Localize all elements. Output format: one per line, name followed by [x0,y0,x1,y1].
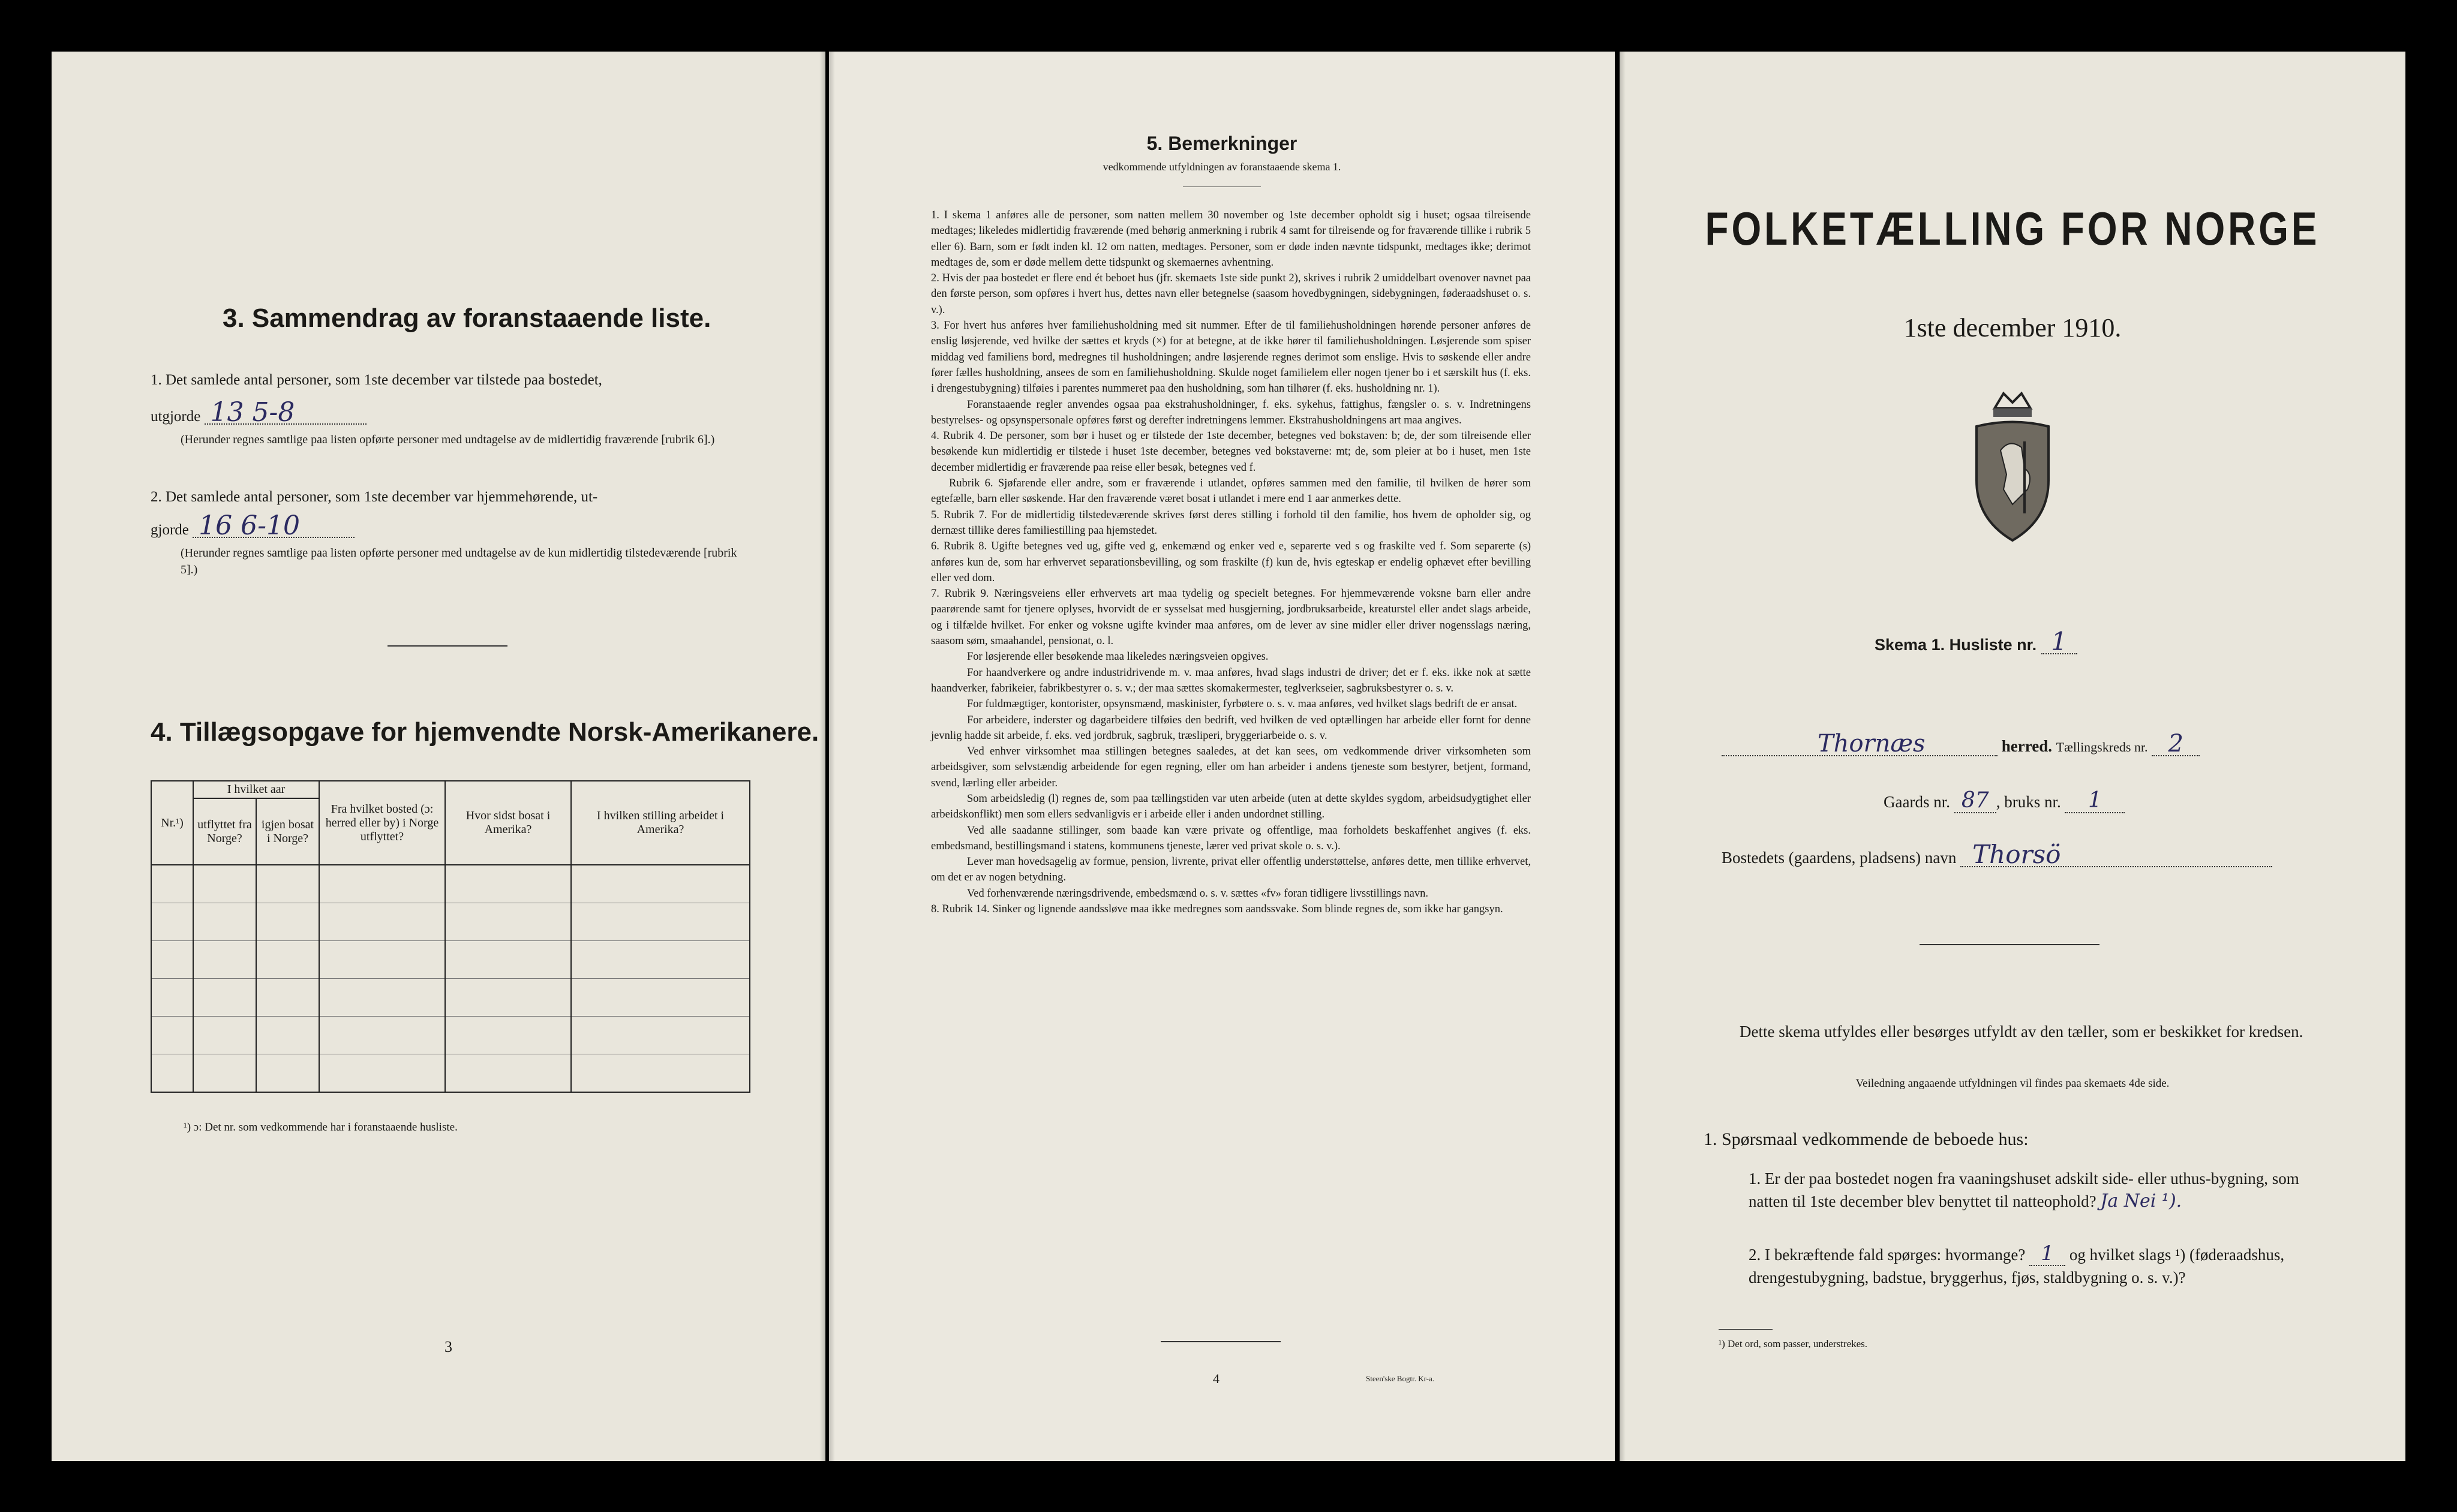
remarks-heading: 5. Bemerkninger [1146,133,1297,154]
kreds-number-handwritten: 2 [2152,732,2200,756]
herred-handwritten: Thornæs [1722,732,1998,756]
remark-paragraph: For løsjerende eller besøkende maa likeledes næringsveien opgives. [967,651,1269,663]
remark-paragraph: Lever man hovedsagelig av formue, pension, livrente, privat eller offentlig understøttelse, anføres dette, men tillike erhvervet, om det er av nogen betydning. [931,856,1531,884]
table-row [151,903,750,941]
gaards-number-handwritten: 87 [1954,789,1996,813]
page-footnote: ¹) Det ord, som passer, understrekes. [1719,1338,1868,1349]
table-row [151,1017,750,1054]
question-2-text-a: 2. I bekræftende fald spørges: hvormange? [1749,1246,2026,1264]
summary-item-2 [151,486,750,578]
divider [388,645,507,647]
col-utflyttet: utflyttet fra Norge? [193,798,256,865]
divider [1161,1341,1281,1342]
summary-item-1 [151,369,750,448]
question-2-text-b: og hvilket slags ¹) (føderaadshus, drengestubygning, badstue, bryggerhus, fjøs, staldbygning o. s. v.)? [1749,1246,2285,1286]
gaards-line [1884,789,2125,813]
col-stilling: I hvilken stilling arbeidet i Amerika? [571,781,750,865]
col-group-year: I hvilket aar [193,781,319,798]
summary-item-1-handwritten: 13 5-8 [205,402,367,425]
remarks-subheading: vedkommende utfyldningen av foranstaaende skema 1. [1103,161,1341,173]
question-1-answer: Ja Nei ¹). [2100,1191,2182,1212]
page-fold-shadow [1620,52,1626,1461]
bosted-label: Bostedets (gaardens, pladsens) navn [1722,849,1957,867]
table-footnote: ¹) ɔ: Det nr. som vedkommende har i foranstaaende husliste. [184,1121,458,1134]
remark-paragraph: Foranstaaende regler anvendes ogsaa paa ekstrahusholdninger, f. eks. sykehus, fattighus, fængsler o. s. v. Indretningens bestyrelses- og opsynspersonale opføres først og derefter indretningens lemmer. Ekstrahusholdningens art maa angives. [931,398,1531,426]
remark-paragraph: For fuldmægtiger, kontorister, opsynsmænd, maskinister, fyrbøtere o. s. v. maa anføres, ved hvilket slags bedrift de er ansat. [967,698,1518,711]
summary-item-1-prefix: utgjorde [151,408,201,425]
section4-heading: 4. Tillægsopgave for hjemvendte Norsk-Amerikanere. [151,717,819,747]
col-nr: Nr.¹) [151,781,193,865]
questions-heading: 1. Spørsmaal vedkommende de beboede hus: [1704,1129,2029,1149]
schema-line [1875,627,2077,656]
remark-paragraph: 3. For hvert hus anføres hver familiehusholdning med sit nummer. Efter de til familiehusholdningen hørende personer anføres de enslig løsjerende, ved hvilke der sættes et kryds (×) for at betegne, at de ikke hører til familiehusholdningen. Løsjerende som spiser middag ved familiens bord, medregnes til husholdningen; andre løsjerende regnes derimot som enslige. Hvis to søskende eller andre fører fælles husholdning, ansees de som en familiehusholdning. Skulde noget familielem eller nogen tjener bo i et særskilt hus (f. eks. i drengestubygning) tilføies i parentes nummeret paa den husholdning, som han tilhører (f. eks. husholdning nr. 1). [931,320,1531,395]
summary-item-1-note: (Herunder regnes samtlige paa listen opførte personer med undtagelse av de midlertidig fraværende [rubrik 6].) [181,433,715,446]
divider [1719,1329,1773,1330]
summary-item-2-prefix: gjorde [151,522,189,538]
bruks-label: , bruks nr. [1996,793,2061,811]
remark-paragraph: 8. Rubrik 14. Sinker og lignende aandssløve maa ikke medregnes som aandssvake. Som blinde regnes de, som ikke har gangsyn. [931,903,1503,916]
remark-paragraph: 2. Hvis der paa bostedet er flere end ét beboet hus (jfr. skemaets 1ste side punkt 2), skrives i rubrik 2 umiddelbart ovenover navnet paa den første person, som opføres i hvert hus, dettes navn eller betegnelse (saasom hovedbygningen, sidebygningen, føderaadshuset o. s. v.). [931,272,1531,316]
schema-label: Skema 1. Husliste nr. [1875,636,2037,654]
table-row [151,941,750,979]
page-left [52,52,825,1461]
remark-paragraph: 1. I skema 1 anføres alle de personer, som natten mellem 30 november og 1ste december opholdt sig i huset; ogsaa tilreisende medtages; likeledes midlertidig fraværende (med behørig anmerkning i rubrik 4 samt for tilreisende og for fraværende tillike i rubrik 5 eller 6). Barn, som er født inden kl. 12 om natten, medtages. Personer, som er døde inden nævnte tidspunkt, medtages ikke; derimot medtages de, som er døde mellem dette tidspunkt og skemaernes avhentning. [931,209,1531,269]
divider [1920,944,2099,945]
col-fra-bosted: Fra hvilket bosted (ɔ: herred eller by) i Norge utflyttet? [319,781,445,865]
summary-item-2-note: (Herunder regnes samtlige paa listen opførte personer med undtagelse av de kun midlertidig tilstedeværende [rubrik 5].) [181,546,737,576]
table-row [151,865,750,903]
remark-paragraph: 6. Rubrik 8. Ugifte betegnes ved ug, gifte ved g, enkemænd og enker ved e, separerte ved s og fraskilte ved f. Som separerte (s) anføres kun de, som har erhvervet separationsbevilling, og som fraskilte (f) kun de, hvis egteskap er endelig ophævet efter bevilling eller ved dom. [931,540,1531,584]
norway-coat-of-arms-icon [1953,384,2072,546]
summary-item-2-text: 2. Det samlede antal personer, som 1ste december var hjemmehørende, ut- [151,489,598,505]
form-title: FOLKETÆLLING FOR NORGE [1705,202,2320,255]
remark-paragraph: 4. Rubrik 4. De personer, som bør i huset og er tilstede der 1ste december, betegnes ved bokstaven: b; de, der som tilreisende eller besøkende kun midlertidig er tilstede i huset 1ste december, betegnes ved bokstaverne: mt; de, som pleier at bo i huset, men 1ste december midlertidig er fraværende paa reise eller besøk, betegnes ved f. [931,430,1531,474]
veiledning-text: Veiledning angaaende utfyldningen vil findes paa skemaets 4de side. [1855,1077,2170,1090]
remark-paragraph: For haandverkere og andre industridrivende m. v. maa anføres, hvad slags industri de driver; det er f. eks. ikke nok at sætte haandverker, fabrikeier, fabrikbestyrer o. s. v.; der maa sættes skomakermester, teglverkseier, sagbruksbestyrer o. s. v. [931,666,1531,695]
bosted-name-handwritten: Thorsö [1960,843,2272,867]
page-fold-shadow [819,52,825,1461]
remark-paragraph: 5. Rubrik 7. For de midlertidig tilstedeværende skrives først deres stilling i forhold til den familie, hos hvem de opholder sig, og dernæst tillike deres familiestilling paa hjemstedet. [931,509,1531,537]
col-hvor-bosat: Hvor sidst bosat i Amerika? [445,781,571,865]
form-date: 1ste december 1910. [1903,313,2122,342]
remark-paragraph: Ved forhenværende næringsdrivende, embedsmænd o. s. v. sættes «fv» foran tidligere livsstillings navn. [967,887,1429,900]
summary-item-2-handwritten: 16 6-10 [193,515,355,538]
bruks-number-handwritten: 1 [2065,789,2125,813]
page-number: 4 [1213,1371,1220,1386]
remark-paragraph: 7. Rubrik 9. Næringsveiens eller erhvervets art maa tydelig og specielt betegnes. For hjemmeværende voksne barn eller andre paarørende samt for tjenere oplyses, hvorvidt de er sysselsat med husgjerning, jordbruksarbeide, kreaturstel eller andet slags arbeide, og i tilfælde hvilket. For enker og voksne ugifte kvinder maa anføres, om de lever av sine midler eller driver nogensslags næring, saasom søm, smaahandel, pensionat, o. l. [931,588,1531,648]
remarks-body [931,208,1531,917]
kreds-label: Tællingskreds nr. [2056,740,2148,755]
remark-paragraph: Ved enhver virksomhet maa stillingen betegnes saaledes, at det kan sees, om vedkommende driver virksomheten som arbeidsgiver, som selvstændig arbeidende for egen regning, eller om han arbeider i andens tjeneste som bestyrer, betjent, formand, svend, lærling eller arbeider. [931,746,1531,789]
herred-line [1722,732,2381,759]
gaards-label: Gaards nr. [1884,793,1950,811]
question-1-text: 1. Er der paa bostedet nogen fra vaaningshuset adskilt side- eller uthus-bygning, som natten til 1ste december blev benyttet til natteophold? [1749,1170,2299,1210]
husliste-number-handwritten: 1 [2041,630,2077,654]
remark-paragraph: Rubrik 6. Sjøfarende eller andre, som er fraværende i utlandet, opføres sammen med den familie, til hvilken de hører som egtefælle, barn eller søskende. Har den fraværende været bosat i utlandet i mere end 1 aar anmerkes dette. [931,477,1531,506]
table-row [151,979,750,1017]
remark-paragraph: For arbeidere, inderster og dagarbeidere tilføies den bedrift, ved hvilken de ved optællingen har arbeide eller fornt for denne jevnlig hadde sit arbeide, f. eks. ved jordbruk, sagbruk, træsliperi, bryggeriarbeide o. s. v. [931,714,1531,742]
summary-item-1-text: 1. Det samlede antal personer, som 1ste december var tilstede paa bostedet, [151,372,602,388]
page-number: 3 [444,1338,452,1355]
section3-heading: 3. Sammendrag av foranstaaende liste. [223,303,711,333]
norsk-amerikanere-table [151,780,750,1093]
bosted-line [1722,840,2272,869]
col-igjen-bosat: igjen bosat i Norge? [256,798,319,865]
page-right [1620,52,2405,1461]
herred-label: herred. [2001,737,2052,755]
question-2 [1749,1242,2330,1289]
printer-imprint: Steen'ske Bogtr. Kr-a. [1366,1374,1435,1383]
table-row [151,1054,750,1093]
question-1 [1749,1167,2330,1213]
instruction-text: Dette skema utfyldes eller besørges utfyldt av den tæller, som er beskikket for kredsen. [1740,1023,2303,1041]
remark-paragraph: Ved alle saadanne stillinger, som baade kan være private og offentlige, maa forholdets beskaffenhet angives (f. eks. embedsmand, bestillingsmand i statens, kommunens tjeneste, lærer ved privat skole o. s. v.). [931,824,1531,852]
page-middle [829,52,1615,1461]
remark-paragraph: Som arbeidsledig (l) regnes de, som paa tællingstiden var uten arbeide (uten at dette skyldes sygdom, arbeidsudygtighet eller arbeidskonflikt) men som ellers sedvanligvis er i arbeide eller i anden undordnet stilling. [931,792,1531,821]
page-fold-shadow [829,52,835,1461]
question-2-count-handwritten: 1 [2029,1242,2065,1266]
